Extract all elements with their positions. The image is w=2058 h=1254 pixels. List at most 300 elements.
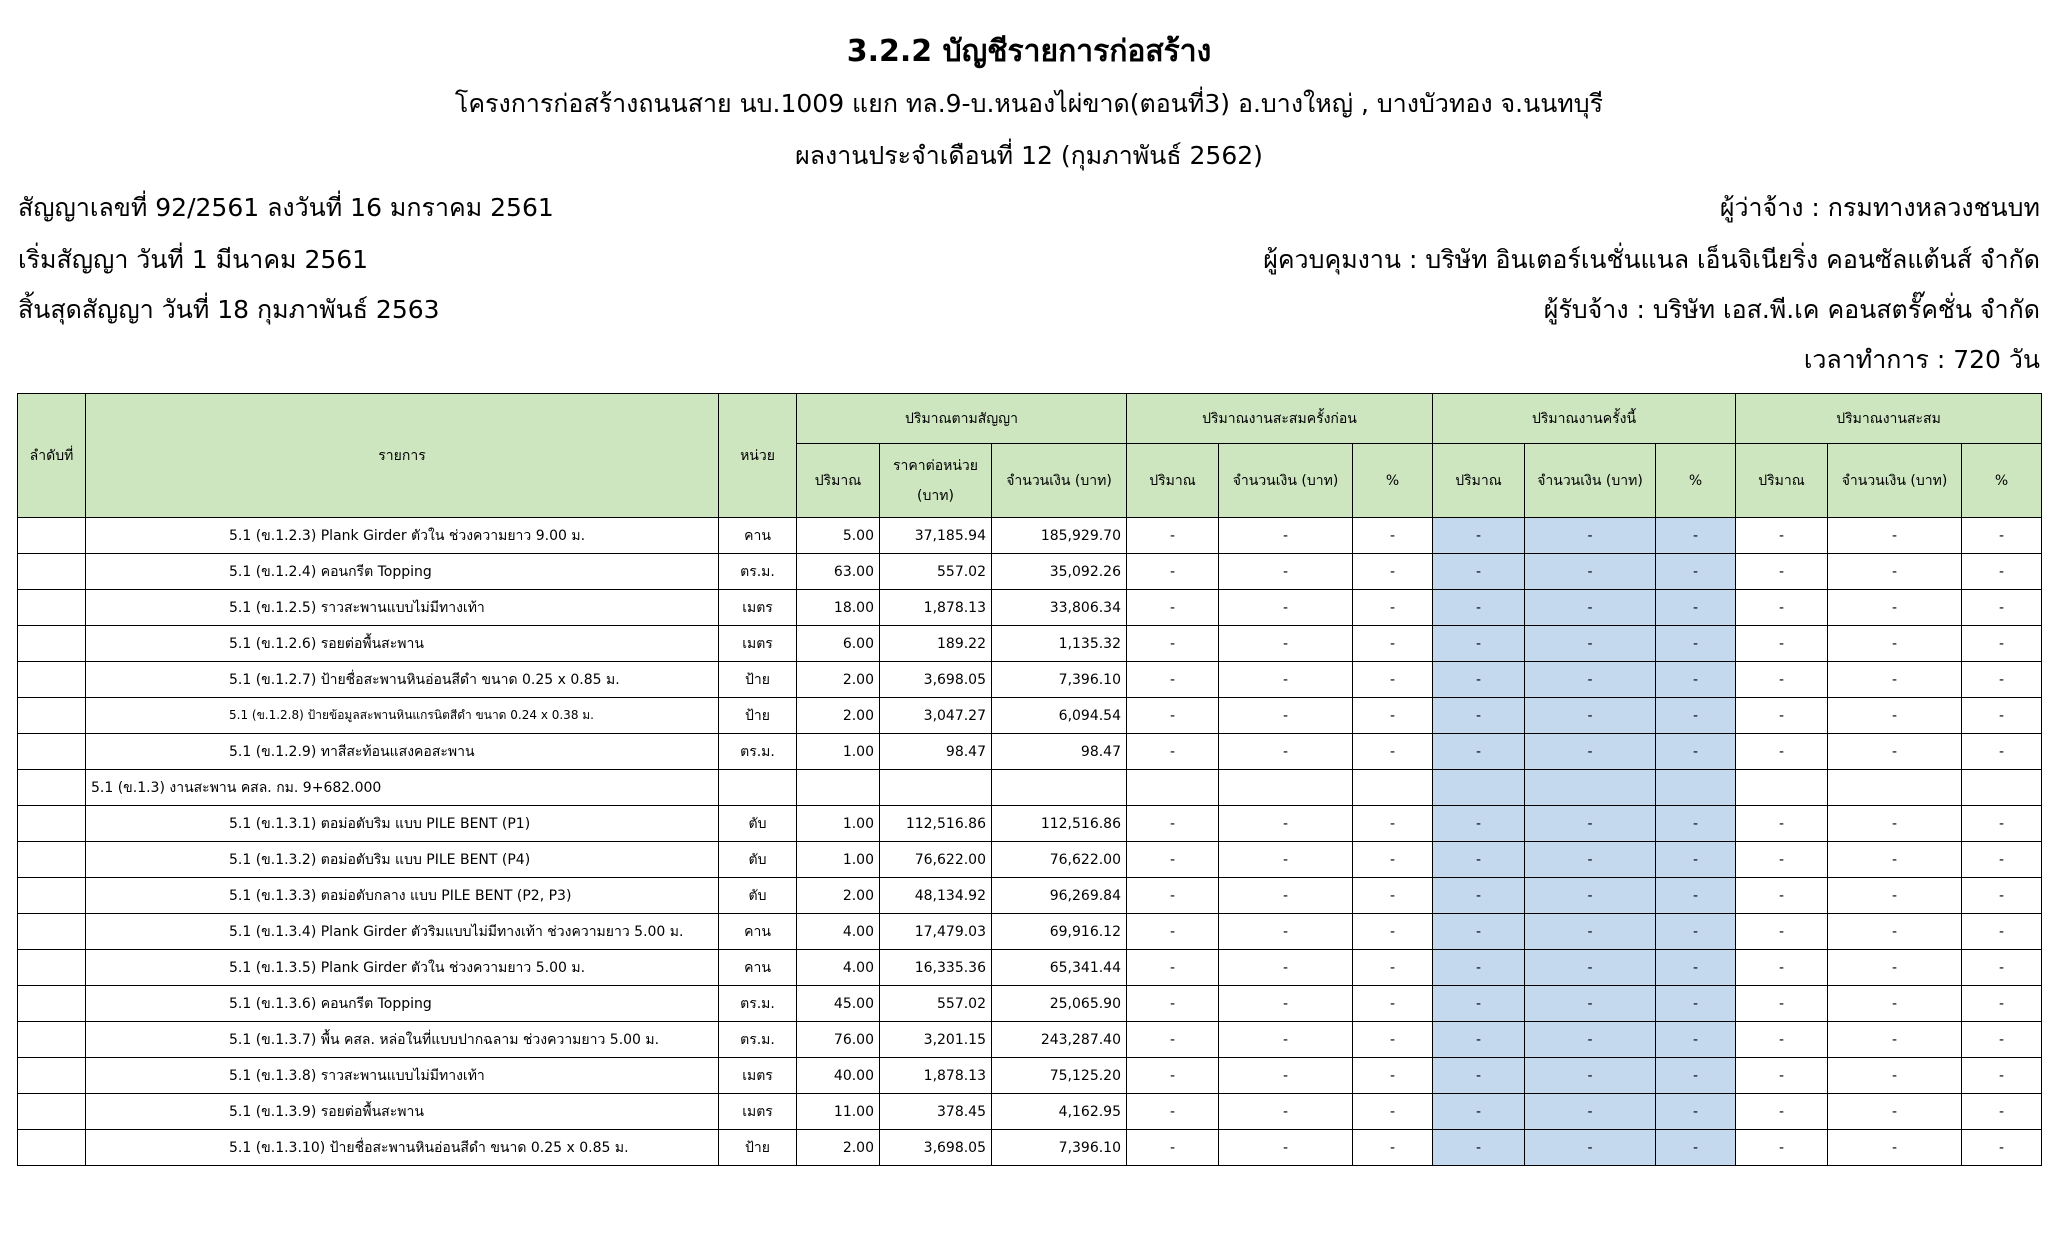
- cell-cumulative-qty: -: [1736, 1022, 1828, 1058]
- cell-prev-amount: -: [1219, 1022, 1353, 1058]
- cell-cumulative-percent: -: [1962, 734, 2042, 770]
- cell-cumulative-percent: -: [1962, 1022, 2042, 1058]
- cell-current-percent: -: [1656, 518, 1736, 554]
- contract-end: สิ้นสุดสัญญา วันที่ 18 กุมภาพันธ์ 2563: [18, 295, 440, 324]
- cell-contract-qty: 11.00: [797, 1094, 880, 1130]
- sub-qty: ปริมาณ: [1127, 444, 1219, 518]
- cell-prev-qty: -: [1127, 878, 1219, 914]
- cell-current-amount: -: [1525, 842, 1656, 878]
- supervisor: ผู้ควบคุมงาน : บริษัท อินเตอร์เนชั่นแนล เอ็นจิเนียริ่ง คอนซัลแต้นส์ จำกัด: [1263, 245, 2040, 274]
- cell-current-percent: -: [1656, 878, 1736, 914]
- cell-contract-amount: 65,341.44: [992, 950, 1127, 986]
- cell-contract-qty: [797, 770, 880, 806]
- table-row: [18, 914, 2042, 950]
- cell-prev-qty: -: [1127, 1130, 1219, 1166]
- cell-current-percent: -: [1656, 734, 1736, 770]
- cell-item: [86, 698, 719, 734]
- item-description: 5.1 (ข.1.2.8) ป้ายข้อมูลสะพานหินแกรนิตสีดำ ขนาด 0.24 x 0.38 ม.: [229, 708, 594, 722]
- cell-prev-amount: -: [1219, 1094, 1353, 1130]
- cell-prev-amount: -: [1219, 734, 1353, 770]
- cell-contract-qty: 5.00: [797, 518, 880, 554]
- cell-current-amount: -: [1525, 950, 1656, 986]
- cell-prev-percent: -: [1353, 986, 1433, 1022]
- cell-cumulative-qty: -: [1736, 518, 1828, 554]
- cell-cumulative-percent: -: [1962, 698, 2042, 734]
- cell-current-amount: -: [1525, 626, 1656, 662]
- cell-item: [86, 1094, 719, 1130]
- cell-cumulative-percent: -: [1962, 1058, 2042, 1094]
- cell-item: [86, 1022, 719, 1058]
- cell-prev-qty: -: [1127, 734, 1219, 770]
- cell-prev-amount: -: [1219, 1058, 1353, 1094]
- cell-unit-price: 3,698.05: [880, 662, 992, 698]
- cell-no: [18, 662, 86, 698]
- item-description: 5.1 (ข.1.2.6) รอยต่อพื้นสะพาน: [229, 635, 424, 652]
- cell-current-amount: -: [1525, 518, 1656, 554]
- cell-current-qty: -: [1433, 1022, 1525, 1058]
- cell-prev-qty: -: [1127, 626, 1219, 662]
- cell-item: [86, 554, 719, 590]
- cell-item: [86, 518, 719, 554]
- cell-current-amount: -: [1525, 986, 1656, 1022]
- cell-cumulative-percent: -: [1962, 518, 2042, 554]
- cell-prev-qty: -: [1127, 662, 1219, 698]
- cell-contract-qty: 2.00: [797, 662, 880, 698]
- cell-prev-qty: -: [1127, 1022, 1219, 1058]
- cell-item: [86, 986, 719, 1022]
- work-duration: เวลาทำการ : 720 วัน: [1803, 345, 2040, 374]
- cell-cumulative-amount: -: [1828, 950, 1962, 986]
- cell-contract-qty: 6.00: [797, 626, 880, 662]
- cell-prev-qty: -: [1127, 914, 1219, 950]
- header-no: ลำดับที่: [18, 394, 86, 518]
- cell-cumulative-qty: -: [1736, 986, 1828, 1022]
- table-row: [18, 626, 2042, 662]
- cell-current-amount: -: [1525, 1022, 1656, 1058]
- cell-prev-percent: -: [1353, 1094, 1433, 1130]
- cell-prev-qty: -: [1127, 1058, 1219, 1094]
- cell-unit: ตร.ม.: [719, 986, 797, 1022]
- item-description: 5.1 (ข.1.2.4) คอนกรีต Topping: [229, 563, 432, 580]
- cell-current-percent: -: [1656, 662, 1736, 698]
- cell-contract-amount: 33,806.34: [992, 590, 1127, 626]
- cell-no: [18, 806, 86, 842]
- cell-no: [18, 986, 86, 1022]
- cell-unit: ตร.ม.: [719, 734, 797, 770]
- table-row: [18, 806, 2042, 842]
- item-description: 5.1 (ข.1.3.3) ตอม่อตับกลาง แบบ PILE BENT (P2, P3): [229, 887, 572, 904]
- table-row: [18, 986, 2042, 1022]
- item-description: 5.1 (ข.1.2.5) ราวสะพานแบบไม่มีทางเท้า: [229, 599, 485, 616]
- cell-current-percent: -: [1656, 1130, 1736, 1166]
- cell-unit: เมตร: [719, 590, 797, 626]
- table-row: [18, 554, 2042, 590]
- cell-unit-price: 48,134.92: [880, 878, 992, 914]
- cell-prev-amount: -: [1219, 806, 1353, 842]
- cell-contract-qty: 1.00: [797, 842, 880, 878]
- item-description: 5.1 (ข.1.3.10) ป้ายชื่อสะพานหินอ่อนสีดำ ขนาด 0.25 x 0.85 ม.: [229, 1139, 629, 1156]
- cell-cumulative-amount: [1828, 770, 1962, 806]
- cell-current-qty: -: [1433, 734, 1525, 770]
- header-cumulative: ปริมาณงานสะสม: [1736, 394, 2042, 444]
- cell-current-qty: -: [1433, 662, 1525, 698]
- cell-current-qty: -: [1433, 554, 1525, 590]
- cell-cumulative-percent: -: [1962, 842, 2042, 878]
- cell-item: [86, 878, 719, 914]
- cell-cumulative-amount: -: [1828, 914, 1962, 950]
- cell-unit: เมตร: [719, 1058, 797, 1094]
- cell-current-amount: -: [1525, 590, 1656, 626]
- header-unit: หน่วย: [719, 394, 797, 518]
- cell-cumulative-qty: -: [1736, 914, 1828, 950]
- cell-unit: ป้าย: [719, 662, 797, 698]
- cell-cumulative-qty: -: [1736, 1094, 1828, 1130]
- cell-current-percent: -: [1656, 626, 1736, 662]
- cell-cumulative-amount: -: [1828, 662, 1962, 698]
- cell-prev-percent: -: [1353, 698, 1433, 734]
- cell-cumulative-percent: -: [1962, 1130, 2042, 1166]
- cell-prev-percent: -: [1353, 626, 1433, 662]
- cell-unit-price: 98.47: [880, 734, 992, 770]
- cell-current-qty: -: [1433, 698, 1525, 734]
- cell-contract-amount: 185,929.70: [992, 518, 1127, 554]
- cell-unit: ตับ: [719, 842, 797, 878]
- cell-unit-price: 378.45: [880, 1094, 992, 1130]
- cell-unit-price: 76,622.00: [880, 842, 992, 878]
- cell-cumulative-qty: -: [1736, 698, 1828, 734]
- cell-item: [86, 1058, 719, 1094]
- table-row: [18, 842, 2042, 878]
- cell-cumulative-qty: [1736, 770, 1828, 806]
- cell-no: [18, 626, 86, 662]
- cell-current-percent: -: [1656, 986, 1736, 1022]
- cell-current-amount: -: [1525, 1130, 1656, 1166]
- cell-cumulative-percent: -: [1962, 950, 2042, 986]
- cell-current-amount: -: [1525, 878, 1656, 914]
- cell-prev-percent: -: [1353, 662, 1433, 698]
- cell-cumulative-amount: -: [1828, 1094, 1962, 1130]
- cell-cumulative-amount: -: [1828, 626, 1962, 662]
- cell-cumulative-amount: -: [1828, 518, 1962, 554]
- cell-item: [86, 626, 719, 662]
- cell-prev-percent: [1353, 770, 1433, 806]
- cell-current-amount: -: [1525, 914, 1656, 950]
- cell-contract-amount: 7,396.10: [992, 662, 1127, 698]
- cell-prev-amount: -: [1219, 1130, 1353, 1166]
- item-description: 5.1 (ข.1.3.6) คอนกรีต Topping: [229, 995, 432, 1012]
- cell-cumulative-qty: -: [1736, 950, 1828, 986]
- cell-prev-qty: -: [1127, 806, 1219, 842]
- item-description: 5.1 (ข.1.3.2) ตอม่อตับริม แบบ PILE BENT (P4): [229, 851, 531, 868]
- cell-unit: เมตร: [719, 626, 797, 662]
- cell-current-qty: [1433, 770, 1525, 806]
- cell-no: [18, 734, 86, 770]
- cell-current-percent: -: [1656, 1094, 1736, 1130]
- cell-unit: ตร.ม.: [719, 1022, 797, 1058]
- cell-prev-percent: -: [1353, 554, 1433, 590]
- cell-unit: เมตร: [719, 1094, 797, 1130]
- header-prev-cumulative: ปริมาณงานสะสมครั้งก่อน: [1127, 394, 1433, 444]
- cell-unit-price: 1,878.13: [880, 590, 992, 626]
- cell-current-qty: -: [1433, 914, 1525, 950]
- cell-current-qty: -: [1433, 1058, 1525, 1094]
- cell-contract-qty: 2.00: [797, 878, 880, 914]
- cell-cumulative-qty: -: [1736, 878, 1828, 914]
- cell-prev-percent: -: [1353, 842, 1433, 878]
- cell-contract-qty: 4.00: [797, 914, 880, 950]
- cell-contract-amount: 112,516.86: [992, 806, 1127, 842]
- cell-cumulative-amount: -: [1828, 1022, 1962, 1058]
- cell-unit: คาน: [719, 914, 797, 950]
- cell-cumulative-amount: -: [1828, 986, 1962, 1022]
- cell-contract-amount: 35,092.26: [992, 554, 1127, 590]
- cell-contract-qty: 1.00: [797, 734, 880, 770]
- cell-unit-price: 3,047.27: [880, 698, 992, 734]
- contractor: ผู้รับจ้าง : บริษัท เอส.พี.เค คอนสตรั๊คชั่น จำกัด: [1543, 295, 2040, 324]
- sub-percent: %: [1656, 444, 1736, 518]
- cell-item: [86, 590, 719, 626]
- cell-current-qty: -: [1433, 950, 1525, 986]
- item-description: 5.1 (ข.1.3.9) รอยต่อพื้นสะพาน: [229, 1103, 424, 1120]
- cell-item: [86, 770, 719, 806]
- cell-prev-amount: -: [1219, 698, 1353, 734]
- cell-prev-qty: -: [1127, 1094, 1219, 1130]
- cell-prev-qty: -: [1127, 986, 1219, 1022]
- cell-unit-price: 189.22: [880, 626, 992, 662]
- cell-unit: ตับ: [719, 806, 797, 842]
- cell-current-qty: -: [1433, 1130, 1525, 1166]
- cell-cumulative-amount: -: [1828, 842, 1962, 878]
- sub-percent: %: [1353, 444, 1433, 518]
- cell-contract-amount: 243,287.40: [992, 1022, 1127, 1058]
- sub-amount: จำนวนเงิน (บาท): [992, 444, 1127, 518]
- table-row: [18, 518, 2042, 554]
- cell-unit-price: 3,698.05: [880, 1130, 992, 1166]
- cell-no: [18, 590, 86, 626]
- cell-prev-percent: -: [1353, 914, 1433, 950]
- cell-unit-price: 37,185.94: [880, 518, 992, 554]
- item-description: 5.1 (ข.1.3.5) Plank Girder ตัวใน ช่วงความยาว 5.00 ม.: [229, 959, 586, 976]
- cell-prev-percent: -: [1353, 950, 1433, 986]
- cell-prev-qty: -: [1127, 518, 1219, 554]
- table-row: [18, 950, 2042, 986]
- cell-current-amount: -: [1525, 806, 1656, 842]
- table-row: [18, 1094, 2042, 1130]
- item-description: 5.1 (ข.1.2.3) Plank Girder ตัวใน ช่วงความยาว 9.00 ม.: [229, 527, 586, 544]
- table-body: [18, 518, 2042, 1166]
- cell-item: [86, 1130, 719, 1166]
- item-description: 5.1 (ข.1.3.7) พื้น คสล. หล่อในที่แบบปากฉลาม ช่วงความยาว 5.00 ม.: [229, 1031, 660, 1048]
- cell-current-qty: -: [1433, 806, 1525, 842]
- cell-prev-amount: -: [1219, 590, 1353, 626]
- cell-item: [86, 734, 719, 770]
- cell-cumulative-percent: -: [1962, 806, 2042, 842]
- cell-prev-qty: [1127, 770, 1219, 806]
- cell-prev-amount: [1219, 770, 1353, 806]
- sub-amount: จำนวนเงิน (บาท): [1828, 444, 1962, 518]
- sub-qty: ปริมาณ: [1433, 444, 1525, 518]
- cell-cumulative-qty: -: [1736, 1058, 1828, 1094]
- cell-current-percent: -: [1656, 554, 1736, 590]
- cell-prev-amount: -: [1219, 950, 1353, 986]
- cell-current-amount: -: [1525, 662, 1656, 698]
- cell-prev-qty: -: [1127, 554, 1219, 590]
- cell-cumulative-amount: -: [1828, 1130, 1962, 1166]
- cell-cumulative-amount: -: [1828, 554, 1962, 590]
- item-description: 5.1 (ข.1.3.4) Plank Girder ตัวริมแบบไม่มีทางเท้า ช่วงความยาว 5.00 ม.: [229, 923, 684, 940]
- cell-contract-qty: 40.00: [797, 1058, 880, 1094]
- cell-cumulative-qty: -: [1736, 842, 1828, 878]
- cell-contract-amount: 6,094.54: [992, 698, 1127, 734]
- cell-current-percent: -: [1656, 806, 1736, 842]
- cell-unit-price: 17,479.03: [880, 914, 992, 950]
- cell-unit-price: 112,516.86: [880, 806, 992, 842]
- cell-cumulative-qty: -: [1736, 806, 1828, 842]
- cell-prev-percent: -: [1353, 1130, 1433, 1166]
- cell-item: [86, 806, 719, 842]
- cell-prev-percent: -: [1353, 878, 1433, 914]
- cell-current-qty: -: [1433, 986, 1525, 1022]
- cell-prev-amount: -: [1219, 518, 1353, 554]
- cell-contract-amount: [992, 770, 1127, 806]
- cell-contract-amount: 76,622.00: [992, 842, 1127, 878]
- cell-prev-percent: -: [1353, 1022, 1433, 1058]
- cell-unit-price: 3,201.15: [880, 1022, 992, 1058]
- cell-current-qty: -: [1433, 626, 1525, 662]
- cell-contract-amount: 96,269.84: [992, 878, 1127, 914]
- cell-current-percent: [1656, 770, 1736, 806]
- cell-prev-amount: -: [1219, 878, 1353, 914]
- cell-current-qty: -: [1433, 842, 1525, 878]
- cell-current-qty: -: [1433, 878, 1525, 914]
- cell-prev-amount: -: [1219, 986, 1353, 1022]
- cell-item: [86, 914, 719, 950]
- cell-no: [18, 1022, 86, 1058]
- item-description: 5.1 (ข.1.2.7) ป้ายชื่อสะพานหินอ่อนสีดำ ขนาด 0.25 x 0.85 ม.: [229, 671, 620, 688]
- employer: ผู้ว่าจ้าง : กรมทางหลวงชนบท: [1719, 193, 2040, 222]
- contract-start: เริ่มสัญญา วันที่ 1 มีนาคม 2561: [18, 245, 369, 274]
- cell-contract-amount: 98.47: [992, 734, 1127, 770]
- table-row: [18, 590, 2042, 626]
- cell-cumulative-amount: -: [1828, 734, 1962, 770]
- cell-current-amount: -: [1525, 734, 1656, 770]
- cell-unit-price: 1,878.13: [880, 1058, 992, 1094]
- cell-unit: [719, 770, 797, 806]
- cell-current-percent: -: [1656, 950, 1736, 986]
- cell-contract-amount: 4,162.95: [992, 1094, 1127, 1130]
- cell-unit: ตับ: [719, 878, 797, 914]
- table-row: [18, 734, 2042, 770]
- cell-contract-amount: 7,396.10: [992, 1130, 1127, 1166]
- cell-current-percent: -: [1656, 914, 1736, 950]
- cell-unit: คาน: [719, 518, 797, 554]
- cell-cumulative-percent: [1962, 770, 2042, 806]
- cell-no: [18, 1094, 86, 1130]
- cell-cumulative-amount: -: [1828, 590, 1962, 626]
- cell-prev-amount: -: [1219, 842, 1353, 878]
- cell-contract-amount: 25,065.90: [992, 986, 1127, 1022]
- cell-prev-amount: -: [1219, 554, 1353, 590]
- cell-no: [18, 698, 86, 734]
- cell-prev-qty: -: [1127, 698, 1219, 734]
- item-description: 5.1 (ข.1.3) งานสะพาน คสล. กม. 9+682.000: [91, 779, 382, 796]
- cell-cumulative-qty: -: [1736, 626, 1828, 662]
- cell-cumulative-qty: -: [1736, 590, 1828, 626]
- cell-prev-percent: -: [1353, 590, 1433, 626]
- cell-current-amount: -: [1525, 1094, 1656, 1130]
- cell-contract-amount: 75,125.20: [992, 1058, 1127, 1094]
- cell-item: [86, 842, 719, 878]
- cell-contract-qty: 4.00: [797, 950, 880, 986]
- header-current: ปริมาณงานครั้งนี้: [1433, 394, 1736, 444]
- cell-cumulative-qty: -: [1736, 662, 1828, 698]
- cell-unit-price: 557.02: [880, 986, 992, 1022]
- cell-current-qty: -: [1433, 1094, 1525, 1130]
- sub-amount: จำนวนเงิน (บาท): [1525, 444, 1656, 518]
- cell-cumulative-amount: -: [1828, 878, 1962, 914]
- cell-no: [18, 842, 86, 878]
- cell-contract-qty: 18.00: [797, 590, 880, 626]
- item-description: 5.1 (ข.1.3.1) ตอม่อตับริม แบบ PILE BENT (P1): [229, 815, 531, 832]
- header-item: รายการ: [86, 394, 719, 518]
- table-row: [18, 662, 2042, 698]
- table-row: [18, 1022, 2042, 1058]
- sub-qty: ปริมาณ: [1736, 444, 1828, 518]
- document-title: 3.2.2 บัญชีรายการก่อสร้าง: [846, 34, 1212, 69]
- cell-no: [18, 770, 86, 806]
- sub-unit-price: ราคาต่อหน่วย (บาท): [880, 444, 992, 518]
- table-row: [18, 698, 2042, 734]
- cell-no: [18, 518, 86, 554]
- cell-item: [86, 950, 719, 986]
- sub-qty: ปริมาณ: [797, 444, 880, 518]
- cell-current-percent: -: [1656, 698, 1736, 734]
- table-row: [18, 1058, 2042, 1094]
- cell-no: [18, 950, 86, 986]
- header-contract-qty: ปริมาณตามสัญญา: [797, 394, 1127, 444]
- cell-current-amount: -: [1525, 1058, 1656, 1094]
- cell-cumulative-amount: -: [1828, 698, 1962, 734]
- cell-cumulative-qty: -: [1736, 1130, 1828, 1166]
- cell-contract-qty: 2.00: [797, 698, 880, 734]
- cell-cumulative-percent: -: [1962, 878, 2042, 914]
- cell-current-percent: -: [1656, 590, 1736, 626]
- cell-contract-qty: 45.00: [797, 986, 880, 1022]
- cell-prev-qty: -: [1127, 590, 1219, 626]
- cell-contract-qty: 1.00: [797, 806, 880, 842]
- cell-cumulative-percent: -: [1962, 554, 2042, 590]
- cell-unit: ป้าย: [719, 1130, 797, 1166]
- sub-percent: %: [1962, 444, 2042, 518]
- cell-contract-amount: 69,916.12: [992, 914, 1127, 950]
- cell-prev-percent: -: [1353, 518, 1433, 554]
- cell-cumulative-percent: -: [1962, 1094, 2042, 1130]
- table-row: [18, 1130, 2042, 1166]
- cell-cumulative-qty: -: [1736, 554, 1828, 590]
- cell-current-amount: [1525, 770, 1656, 806]
- cell-prev-percent: -: [1353, 1058, 1433, 1094]
- cell-no: [18, 878, 86, 914]
- sub-amount: จำนวนเงิน (บาท): [1219, 444, 1353, 518]
- cell-prev-amount: -: [1219, 914, 1353, 950]
- cell-unit-price: [880, 770, 992, 806]
- contract-number: สัญญาเลขที่ 92/2561 ลงวันที่ 16 มกราคม 2561: [18, 193, 554, 222]
- cell-contract-qty: 2.00: [797, 1130, 880, 1166]
- item-description: 5.1 (ข.1.3.8) ราวสะพานแบบไม่มีทางเท้า: [229, 1067, 485, 1084]
- cell-cumulative-percent: -: [1962, 986, 2042, 1022]
- cell-prev-qty: -: [1127, 842, 1219, 878]
- cell-cumulative-percent: -: [1962, 914, 2042, 950]
